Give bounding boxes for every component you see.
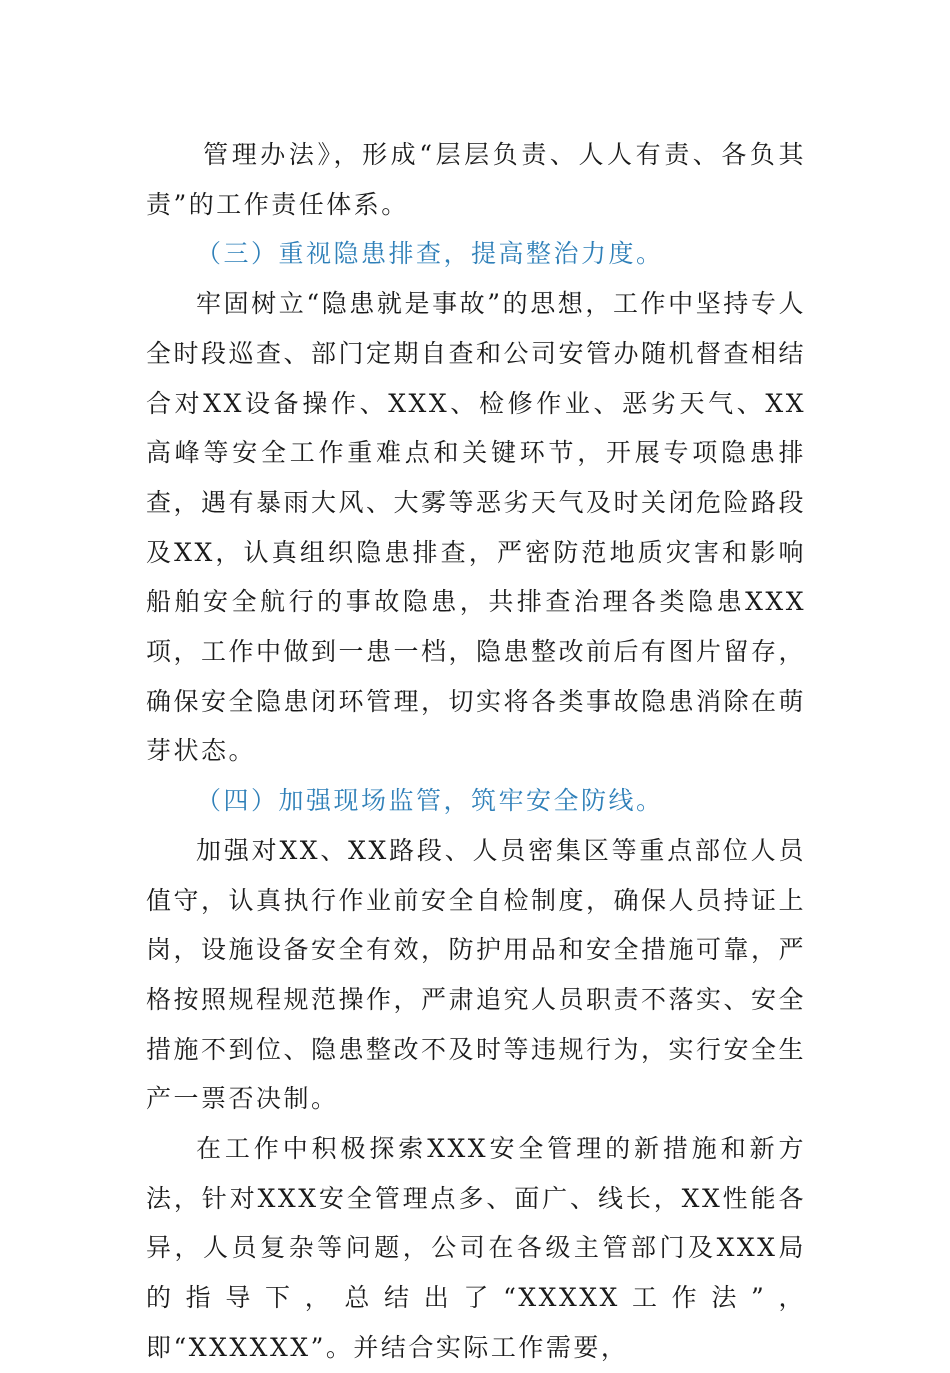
paragraph-continuation: 管理办法》，形成“层层负责、人人有责、各负其责”的工作责任体系。 bbox=[146, 140, 806, 219]
paragraph-site-supervision: 加强对XX、XX路段、人员密集区等重点部位人员值守，认真执行作业前安全自检制度，确保人员持证上岗，设施设备安全有效，防护用品和安全措施可靠，严格按照规程规范操作，严肃追究人员职责不落实、安全措施不到位、隐患整改不及时等违规行为，实行安全生产一票否决制。 bbox=[146, 835, 807, 1114]
paragraph-hazard-inspection: 牢固树立“隐患就是事故”的思想，工作中坚持专人全时段巡查、部门定期自查和公司安管办随机督查相结合对XX设备操作、XXX、检修作业、恶劣天气、XX高峰等安全工作重难点和关键环节，开展专项隐患排查，遇有暴雨大风、大雾等恶劣天气及时关闭危险路段及XX，认真组织隐患排查，严密防范地质灾害和影响船舶安全航行的事故隐患，共排查治理各类隐患XXX项，工作中做到一患一档，隐患整改前后有图片留存，确保安全隐患闭环管理，切实将各类事故隐患消除在萌芽状态。 bbox=[146, 289, 807, 766]
section-heading-4: （四）加强现场监管，筑牢安全防线。 bbox=[196, 786, 664, 816]
document-body bbox=[146, 130, 806, 1373]
paragraph-work-method: 在工作中积极探索XXX安全管理的新措施和新方法，针对XXX安全管理点多、面广、线长，XX性能各异，人员复杂等问题，公司在各级主管部门及XXX局的指导下，总结出了“XXXXX工作法”，即“XXXXXX”。并结合实际工作需要， bbox=[146, 1134, 806, 1362]
section-heading-3: （三）重视隐患排查，提高整治力度。 bbox=[196, 239, 664, 269]
